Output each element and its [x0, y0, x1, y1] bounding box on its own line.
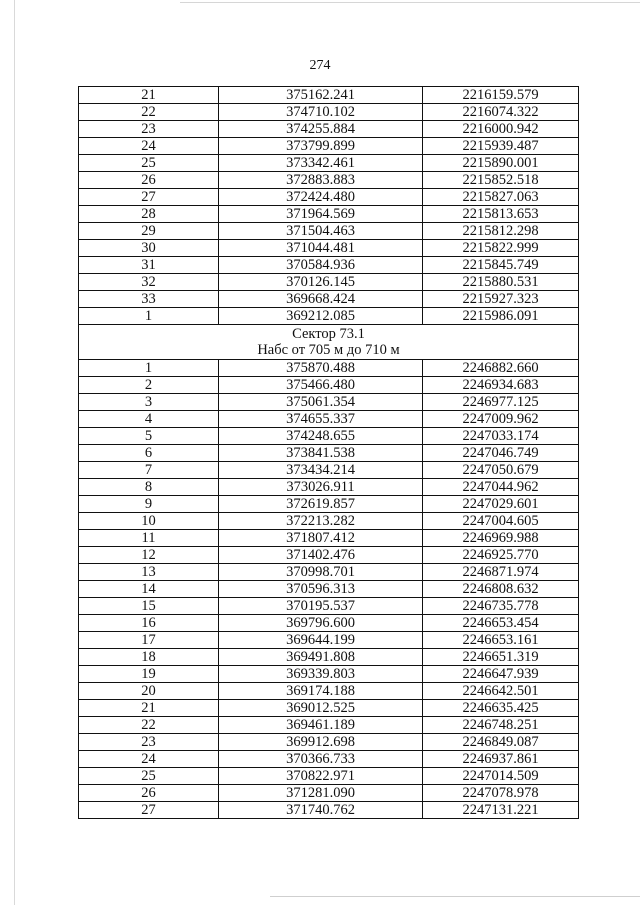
table-row	[79, 530, 579, 547]
point-number-cell: 12	[79, 547, 219, 564]
rows-before-group	[79, 87, 579, 325]
y-coordinate-cell: 2246977.125	[423, 394, 579, 411]
point-number-cell: 1	[79, 308, 219, 325]
y-coordinate-cell: 2216159.579	[423, 87, 579, 104]
y-coordinate-cell: 2215880.531	[423, 274, 579, 291]
point-number-cell: 21	[79, 87, 219, 104]
table-row	[79, 428, 579, 445]
y-coordinate-cell: 2246647.939	[423, 666, 579, 683]
scan-edge-left	[14, 0, 15, 905]
x-coordinate-cell: 372619.857	[219, 496, 423, 513]
y-coordinate-cell: 2215813.653	[423, 206, 579, 223]
table-row	[79, 802, 579, 819]
y-coordinate-cell: 2246925.770	[423, 547, 579, 564]
y-coordinate-cell: 2246748.251	[423, 717, 579, 734]
y-coordinate-cell: 2247046.749	[423, 445, 579, 462]
x-coordinate-cell: 371964.569	[219, 206, 423, 223]
point-number-cell: 29	[79, 223, 219, 240]
y-coordinate-cell: 2247029.601	[423, 496, 579, 513]
table-row	[79, 223, 579, 240]
y-coordinate-cell: 2246642.501	[423, 683, 579, 700]
table-row	[79, 513, 579, 530]
point-number-cell: 33	[79, 291, 219, 308]
y-coordinate-cell: 2247033.174	[423, 428, 579, 445]
point-number-cell: 4	[79, 411, 219, 428]
x-coordinate-cell: 370822.971	[219, 768, 423, 785]
table-row	[79, 411, 579, 428]
point-number-cell: 28	[79, 206, 219, 223]
y-coordinate-cell: 2247009.962	[423, 411, 579, 428]
point-number-cell: 25	[79, 155, 219, 172]
x-coordinate-cell: 369012.525	[219, 700, 423, 717]
x-coordinate-cell: 373342.461	[219, 155, 423, 172]
y-coordinate-cell: 2215827.063	[423, 189, 579, 206]
sector-subtitle: Набс от 705 м до 710 м	[257, 342, 400, 358]
table-row	[79, 274, 579, 291]
y-coordinate-cell: 2215845.749	[423, 257, 579, 274]
table-row	[79, 121, 579, 138]
table-row	[79, 683, 579, 700]
table-row	[79, 751, 579, 768]
point-number-cell: 25	[79, 768, 219, 785]
table-row	[79, 734, 579, 751]
point-number-cell: 1	[79, 360, 219, 377]
x-coordinate-cell: 369668.424	[219, 291, 423, 308]
sector-title: Сектор 73.1	[292, 326, 365, 342]
point-number-cell: 23	[79, 734, 219, 751]
point-number-cell: 22	[79, 104, 219, 121]
point-number-cell: 18	[79, 649, 219, 666]
point-number-cell: 17	[79, 632, 219, 649]
x-coordinate-cell: 369174.188	[219, 683, 423, 700]
x-coordinate-cell: 374255.884	[219, 121, 423, 138]
x-coordinate-cell: 370366.733	[219, 751, 423, 768]
x-coordinate-cell: 372883.883	[219, 172, 423, 189]
x-coordinate-cell: 375870.488	[219, 360, 423, 377]
point-number-cell: 30	[79, 240, 219, 257]
table-row	[79, 360, 579, 377]
point-number-cell: 32	[79, 274, 219, 291]
rows-after-group	[79, 360, 579, 819]
y-coordinate-cell: 2246969.988	[423, 530, 579, 547]
table-row	[79, 189, 579, 206]
y-coordinate-cell: 2247004.605	[423, 513, 579, 530]
x-coordinate-cell: 371504.463	[219, 223, 423, 240]
y-coordinate-cell: 2215986.091	[423, 308, 579, 325]
table-row	[79, 615, 579, 632]
table-row	[79, 700, 579, 717]
x-coordinate-cell: 371281.090	[219, 785, 423, 802]
x-coordinate-cell: 374248.655	[219, 428, 423, 445]
table-row	[79, 598, 579, 615]
table-row	[79, 87, 579, 104]
x-coordinate-cell: 372424.480	[219, 189, 423, 206]
y-coordinate-cell: 2246808.632	[423, 581, 579, 598]
table-row	[79, 377, 579, 394]
point-number-cell: 5	[79, 428, 219, 445]
point-number-cell: 3	[79, 394, 219, 411]
point-number-cell: 23	[79, 121, 219, 138]
table-row	[79, 172, 579, 189]
x-coordinate-cell: 369644.199	[219, 632, 423, 649]
point-number-cell: 15	[79, 598, 219, 615]
point-number-cell: 6	[79, 445, 219, 462]
x-coordinate-cell: 373841.538	[219, 445, 423, 462]
sector-header-group	[79, 325, 579, 360]
y-coordinate-cell: 2246882.660	[423, 360, 579, 377]
table-row	[79, 445, 579, 462]
y-coordinate-cell: 2216000.942	[423, 121, 579, 138]
y-coordinate-cell: 2247050.679	[423, 462, 579, 479]
table-row	[79, 632, 579, 649]
scan-edge-top	[180, 2, 640, 3]
point-number-cell: 14	[79, 581, 219, 598]
point-number-cell: 19	[79, 666, 219, 683]
table-row	[79, 666, 579, 683]
table-row	[79, 138, 579, 155]
table-row	[79, 206, 579, 223]
y-coordinate-cell: 2246651.319	[423, 649, 579, 666]
table-row	[79, 564, 579, 581]
table-row	[79, 785, 579, 802]
table-row	[79, 291, 579, 308]
table-row	[79, 717, 579, 734]
page-number: 274	[309, 58, 331, 73]
x-coordinate-cell: 371740.762	[219, 802, 423, 819]
table-row	[79, 649, 579, 666]
y-coordinate-cell: 2215852.518	[423, 172, 579, 189]
y-coordinate-cell: 2247014.509	[423, 768, 579, 785]
table-row	[79, 394, 579, 411]
x-coordinate-cell: 370998.701	[219, 564, 423, 581]
table-row	[79, 104, 579, 121]
x-coordinate-cell: 375162.241	[219, 87, 423, 104]
y-coordinate-cell: 2246849.087	[423, 734, 579, 751]
sector-header-cell	[79, 325, 579, 360]
y-coordinate-cell: 2247078.978	[423, 785, 579, 802]
x-coordinate-cell: 374710.102	[219, 104, 423, 121]
y-coordinate-cell: 2215822.999	[423, 240, 579, 257]
x-coordinate-cell: 369461.189	[219, 717, 423, 734]
table-row	[79, 479, 579, 496]
point-number-cell: 22	[79, 717, 219, 734]
point-number-cell: 7	[79, 462, 219, 479]
y-coordinate-cell: 2215927.323	[423, 291, 579, 308]
x-coordinate-cell: 370596.313	[219, 581, 423, 598]
point-number-cell: 16	[79, 615, 219, 632]
x-coordinate-cell: 371402.476	[219, 547, 423, 564]
point-number-cell: 21	[79, 700, 219, 717]
x-coordinate-cell: 369912.698	[219, 734, 423, 751]
point-number-cell: 27	[79, 802, 219, 819]
point-number-cell: 20	[79, 683, 219, 700]
x-coordinate-cell: 373799.899	[219, 138, 423, 155]
x-coordinate-cell: 370584.936	[219, 257, 423, 274]
point-number-cell: 2	[79, 377, 219, 394]
x-coordinate-cell: 369796.600	[219, 615, 423, 632]
x-coordinate-cell: 370126.145	[219, 274, 423, 291]
y-coordinate-cell: 2246937.861	[423, 751, 579, 768]
y-coordinate-cell: 2246934.683	[423, 377, 579, 394]
coordinates-table	[78, 86, 579, 819]
point-number-cell: 31	[79, 257, 219, 274]
y-coordinate-cell: 2246871.974	[423, 564, 579, 581]
point-number-cell: 10	[79, 513, 219, 530]
point-number-cell: 26	[79, 785, 219, 802]
y-coordinate-cell: 2215890.001	[423, 155, 579, 172]
table-row	[79, 462, 579, 479]
x-coordinate-cell: 375061.354	[219, 394, 423, 411]
point-number-cell: 8	[79, 479, 219, 496]
table-row	[79, 547, 579, 564]
y-coordinate-cell: 2215939.487	[423, 138, 579, 155]
table-row	[79, 581, 579, 598]
x-coordinate-cell: 371044.481	[219, 240, 423, 257]
point-number-cell: 13	[79, 564, 219, 581]
table-row	[79, 496, 579, 513]
table-row	[79, 257, 579, 274]
x-coordinate-cell: 373026.911	[219, 479, 423, 496]
point-number-cell: 9	[79, 496, 219, 513]
y-coordinate-cell: 2246635.425	[423, 700, 579, 717]
point-number-cell: 27	[79, 189, 219, 206]
y-coordinate-cell: 2246653.161	[423, 632, 579, 649]
y-coordinate-cell: 2247131.221	[423, 802, 579, 819]
y-coordinate-cell: 2215812.298	[423, 223, 579, 240]
y-coordinate-cell: 2216074.322	[423, 104, 579, 121]
x-coordinate-cell: 372213.282	[219, 513, 423, 530]
scan-edge-bottom	[270, 896, 640, 897]
point-number-cell: 24	[79, 751, 219, 768]
y-coordinate-cell: 2246735.778	[423, 598, 579, 615]
table-row	[79, 155, 579, 172]
y-coordinate-cell: 2247044.962	[423, 479, 579, 496]
x-coordinate-cell: 373434.214	[219, 462, 423, 479]
x-coordinate-cell: 374655.337	[219, 411, 423, 428]
y-coordinate-cell: 2246653.454	[423, 615, 579, 632]
point-number-cell: 11	[79, 530, 219, 547]
table-row	[79, 308, 579, 325]
table-row	[79, 240, 579, 257]
x-coordinate-cell: 369491.808	[219, 649, 423, 666]
x-coordinate-cell: 369339.803	[219, 666, 423, 683]
table-row	[79, 768, 579, 785]
x-coordinate-cell: 375466.480	[219, 377, 423, 394]
x-coordinate-cell: 369212.085	[219, 308, 423, 325]
point-number-cell: 24	[79, 138, 219, 155]
x-coordinate-cell: 370195.537	[219, 598, 423, 615]
point-number-cell: 26	[79, 172, 219, 189]
sector-header-row	[79, 325, 579, 360]
x-coordinate-cell: 371807.412	[219, 530, 423, 547]
